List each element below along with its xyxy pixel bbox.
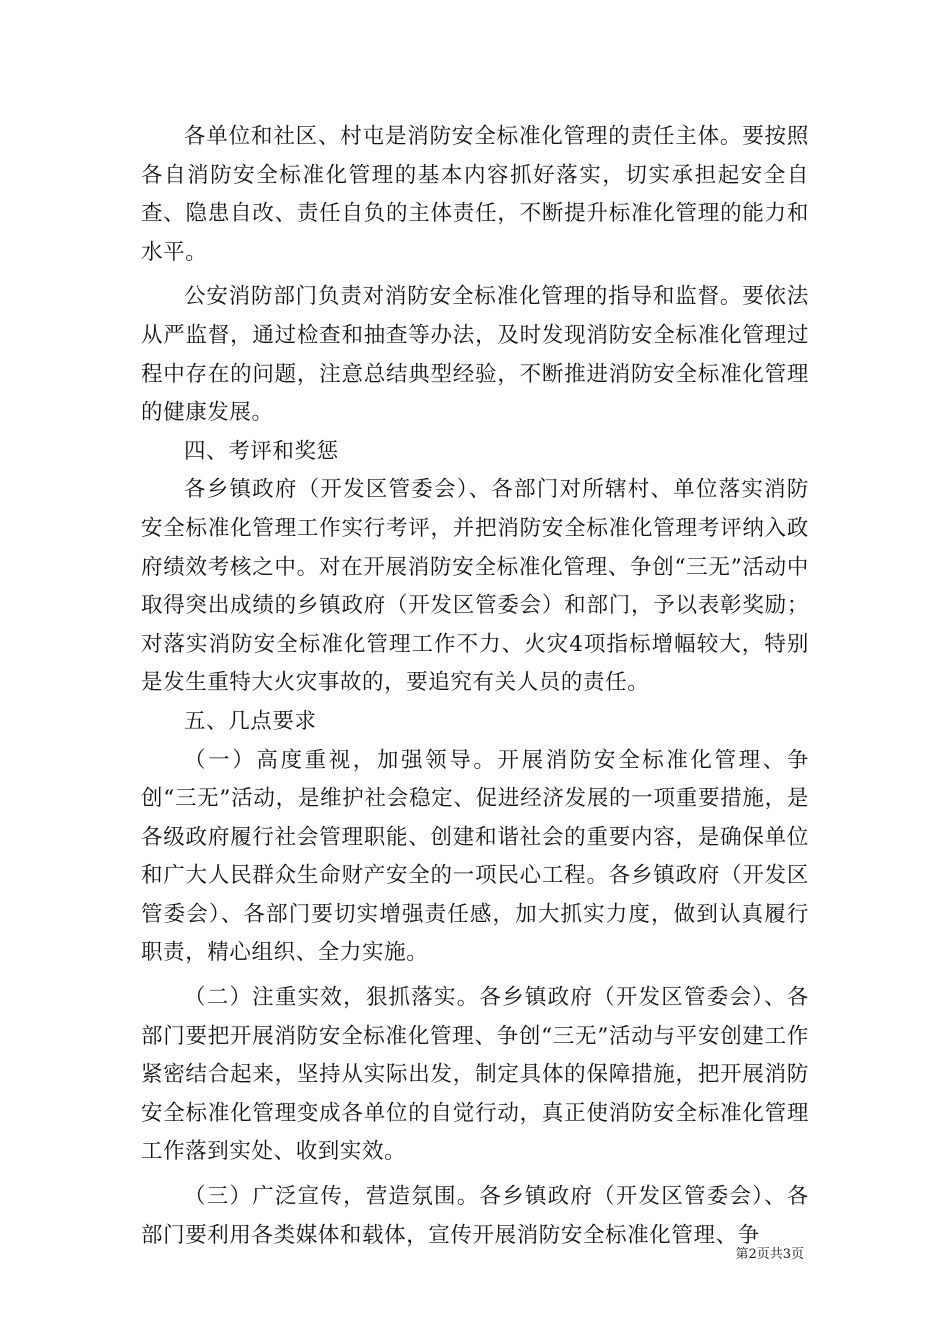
paragraph-requirement-1: （一）高度重视，加强领导。开展消防安全标准化管理、争创“三无”活动，是维护社会稳定、促进经济发展的一项重要措施，是各级政府履行社会管理职能、创建和谐社会的重要内容，是确保单位和广大人民群众生命财产安全的一项民心工程。各乡镇政府（开发区管委会）、各部门要切实增强责任感，加大抓实力度，做到认真履行职责，精心组织、全力实施。 bbox=[141, 747, 809, 966]
paragraph-supervision: 公安消防部门负责对消防安全标准化管理的指导和监督。要依法从严监督，通过检查和抽查等办法，及时发现消防安全标准化管理过程中存在的问题，注意总结典型经验，不断推进消防安全标准化管理的健康发展。 bbox=[141, 284, 809, 426]
paragraph-evaluation: 各乡镇政府（开发区管委会）、各部门对所辖村、单位落实消防安全标准化管理工作实行考评，并把消防安全标准化管理考评纳入政府绩效考核之中。对在开展消防安全标准化管理、争创“三无”活动中取得突出成绩的乡镇政府（开发区管委会）和部门，予以表彰奖励；对落实消防安全标准化管理工作不力、火灾4项指标增幅较大，特别是发生重特大火灾事故的，要追究有关人员的责任。 bbox=[141, 477, 809, 696]
paragraph-main-responsibility: 各单位和社区、村屯是消防安全标准化管理的责任主体。要按照各自消防安全标准化管理的基本内容抓好落实，切实承担起安全自查、隐患自改、责任自负的主体责任，不断提升标准化管理的能力和水平。 bbox=[141, 124, 809, 265]
paragraph-requirement-2: （二）注重实效，狠抓落实。各乡镇政府（开发区管委会）、各部门要把开展消防安全标准化管理、争创“三无”活动与平安创建工作紧密结合起来，坚持从实际出发，制定具体的保障措施，把开展消防安全标准化管理变成各单位的自觉行动，真正使消防安全标准化管理工作落到实处、收到实效。 bbox=[141, 985, 809, 1165]
section-heading-evaluation: 四、考评和奖惩 bbox=[184, 438, 339, 464]
paragraph-requirement-3: （三）广泛宣传，营造氛围。各乡镇政府（开发区管委会）、各部门要利用各类媒体和载体，宣传开展消防安全标准化管理、争 bbox=[141, 1184, 809, 1248]
section-heading-requirements: 五、几点要求 bbox=[184, 708, 317, 734]
page-number: 第2页共3页 bbox=[735, 1247, 804, 1262]
document-body bbox=[141, 118, 809, 1255]
